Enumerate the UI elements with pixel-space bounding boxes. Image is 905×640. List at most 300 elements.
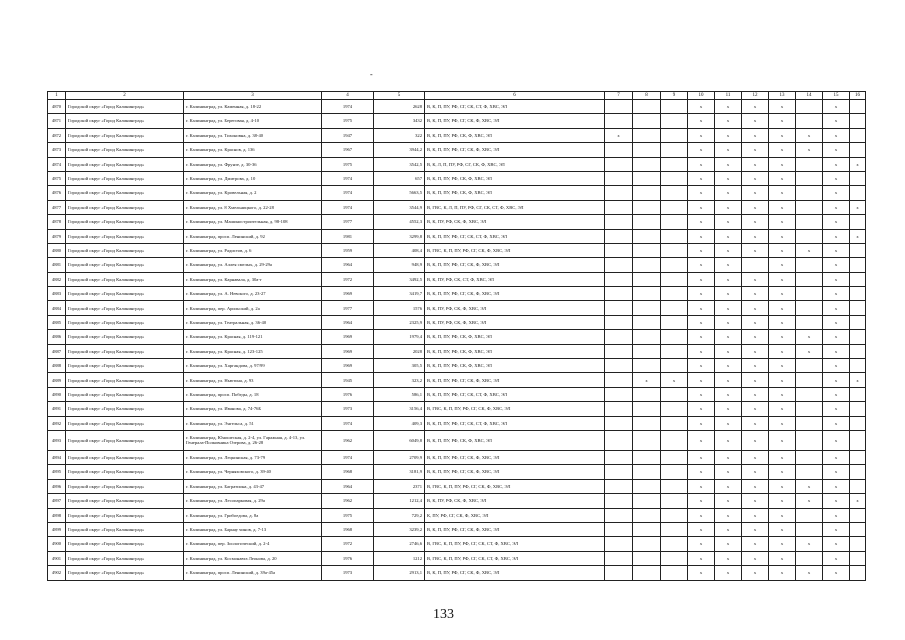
mark-cell — [605, 157, 633, 171]
district-cell: Городской округ «Город Калининград» — [66, 450, 184, 464]
year-cell: 1962 — [322, 430, 374, 450]
mark-cell: x — [850, 373, 866, 387]
mark-cell: x — [769, 258, 796, 272]
mark-cell: x — [688, 479, 715, 493]
table-row — [48, 450, 866, 464]
mark-cell — [796, 465, 823, 479]
mark-cell — [796, 522, 823, 536]
mark-cell: x — [823, 359, 850, 373]
mark-cell: x — [742, 229, 769, 243]
mark-cell — [605, 171, 633, 185]
address-cell: г. Калининград, ул. А. Невского, д. 23-27 — [184, 287, 322, 301]
mark-cell: x — [742, 114, 769, 128]
mark-cell — [796, 430, 823, 450]
mark-cell — [796, 258, 823, 272]
area-cell: 729,2 — [374, 508, 425, 522]
address-cell: г. Калининград, ул. Тихоновна, д. 38-40 — [184, 128, 322, 142]
mark-cell: x — [742, 186, 769, 200]
mark-cell: x — [742, 373, 769, 387]
table-row — [48, 200, 866, 214]
district-cell: Городской округ «Город Калининград» — [66, 200, 184, 214]
column-header: 14 — [796, 92, 823, 100]
mark-cell — [796, 171, 823, 185]
mark-cell: x — [742, 537, 769, 551]
mark-cell — [633, 143, 661, 157]
mark-cell — [661, 387, 688, 401]
mark-cell — [633, 186, 661, 200]
area-cell: 586,1 — [374, 387, 425, 401]
mark-cell: x — [823, 157, 850, 171]
area-cell: 2913,1 — [374, 566, 425, 580]
mark-cell: x — [769, 157, 796, 171]
mark-cell — [850, 402, 866, 416]
year-cell: 1976 — [322, 551, 374, 565]
mark-cell: x — [742, 171, 769, 185]
address-cell: г. Калининград, просп. Ленинский, д. 92 — [184, 229, 322, 243]
mark-cell — [661, 359, 688, 373]
mark-cell — [633, 537, 661, 551]
row-number: 4870 — [48, 100, 66, 114]
row-number: 4872 — [48, 128, 66, 142]
district-cell: Городской округ «Город Калининград» — [66, 402, 184, 416]
mark-cell — [605, 272, 633, 286]
mark-cell — [633, 494, 661, 508]
address-cell: г. Калининград, ул. Харгандова, д. 97/99 — [184, 359, 322, 373]
mark-cell — [605, 465, 633, 479]
mark-cell: x — [823, 344, 850, 358]
area-cell: 2325,9 — [374, 315, 425, 329]
page-number: 133 — [433, 607, 454, 622]
table-row — [48, 494, 866, 508]
table-row — [48, 215, 866, 229]
works-cell: В, К, ПУ, РФ, СК, Ф, ХВС, ЭЛ — [425, 215, 605, 229]
mark-cell — [850, 522, 866, 536]
area-cell: 657 — [374, 171, 425, 185]
table-row — [48, 143, 866, 157]
mark-cell — [850, 301, 866, 315]
row-number: 4901 — [48, 551, 66, 565]
mark-cell: x — [715, 258, 742, 272]
year-cell: 1974 — [322, 171, 374, 185]
mark-cell — [633, 430, 661, 450]
mark-cell: x — [688, 537, 715, 551]
mark-cell — [661, 508, 688, 522]
mark-cell: x — [742, 272, 769, 286]
mark-cell: x — [688, 330, 715, 344]
table-row — [48, 522, 866, 536]
works-cell: В, К, П, ПУ, РФ, СГ, СК, Ф, ХВС, ЭЛ — [425, 465, 605, 479]
mark-cell: x — [769, 402, 796, 416]
address-cell: г. Калининград, ул. Энгельса, д. 51 — [184, 416, 322, 430]
row-number: 4877 — [48, 200, 66, 214]
mark-cell: x — [715, 494, 742, 508]
district-cell: Городской округ «Город Калининград» — [66, 143, 184, 157]
mark-cell — [605, 301, 633, 315]
row-number: 4881 — [48, 258, 66, 272]
mark-cell: x — [742, 287, 769, 301]
district-cell: Городской округ «Город Калининград» — [66, 465, 184, 479]
column-header: 12 — [742, 92, 769, 100]
area-cell: 1212,4 — [374, 494, 425, 508]
mark-cell: x — [715, 301, 742, 315]
mark-cell: x — [742, 551, 769, 565]
mark-cell — [850, 330, 866, 344]
area-cell: 3492,5 — [374, 272, 425, 286]
mark-cell — [661, 229, 688, 243]
mark-cell — [850, 143, 866, 157]
mark-cell — [661, 450, 688, 464]
mark-cell — [796, 100, 823, 114]
area-cell: 2628 — [374, 100, 425, 114]
area-cell: 2709,9 — [374, 450, 425, 464]
mark-cell: x — [823, 508, 850, 522]
mark-cell — [633, 479, 661, 493]
mark-cell: x — [769, 243, 796, 257]
column-header: 2 — [66, 92, 184, 100]
table-row — [48, 465, 866, 479]
table-row — [48, 566, 866, 580]
mark-cell — [633, 359, 661, 373]
mark-cell — [633, 508, 661, 522]
district-cell: Городской округ «Город Калининград» — [66, 359, 184, 373]
table-row — [48, 243, 866, 257]
district-cell: Городской округ «Город Калининград» — [66, 479, 184, 493]
mark-cell: x — [769, 479, 796, 493]
mark-cell — [633, 171, 661, 185]
address-cell: г. Калининград, Юношеская, д. 2-4, ул. Гаражная, д. 4-13, ул. Генерала-Полковника Озерова, д. 26-28 — [184, 430, 322, 450]
mark-cell: x — [715, 143, 742, 157]
mark-cell: x — [823, 243, 850, 257]
mark-cell: x — [742, 301, 769, 315]
table-row — [48, 258, 866, 272]
row-number: 4890 — [48, 387, 66, 401]
mark-cell: x — [769, 344, 796, 358]
mark-cell — [633, 114, 661, 128]
mark-cell — [850, 387, 866, 401]
mark-cell: x — [742, 430, 769, 450]
mark-cell — [661, 479, 688, 493]
district-cell: Городской округ «Город Калининград» — [66, 508, 184, 522]
column-header: 9 — [661, 92, 688, 100]
address-cell: г. Калининград, ул. Радистов, д. 6 — [184, 243, 322, 257]
mark-cell — [850, 186, 866, 200]
table-row — [48, 479, 866, 493]
mark-cell — [605, 402, 633, 416]
address-cell: г. Калининград, ул. Дмитрова, д. 10 — [184, 171, 322, 185]
mark-cell — [850, 479, 866, 493]
address-cell: г. Калининград, ул. 8 Хмельницкого, д. 22-28 — [184, 200, 322, 214]
address-cell: г. Калининград, ул. Краснов, д. 136 — [184, 143, 322, 157]
area-cell: 3542,5 — [374, 157, 425, 171]
mark-cell: x — [769, 522, 796, 536]
mark-cell — [633, 344, 661, 358]
mark-cell — [661, 551, 688, 565]
mark-cell: x — [688, 143, 715, 157]
district-cell: Городской округ «Город Калининград» — [66, 315, 184, 329]
mark-cell: x — [850, 200, 866, 214]
year-cell: 1968 — [322, 465, 374, 479]
works-cell: В, К, П, ПУ, РФ, СГ, СК, СТ, Ф, ХВС, ЭЛ — [425, 100, 605, 114]
mark-cell: x — [715, 566, 742, 580]
area-cell: 409,3 — [374, 416, 425, 430]
district-cell: Городской округ «Город Калининград» — [66, 128, 184, 142]
works-cell: В, К, ПУ, РФ, СК, Ф, ХВС, ЭЛ — [425, 315, 605, 329]
mark-cell: x — [715, 330, 742, 344]
year-cell: 1975 — [322, 508, 374, 522]
area-cell: 2746,6 — [374, 537, 425, 551]
mark-cell: x — [688, 387, 715, 401]
table-row — [48, 229, 866, 243]
row-number: 4891 — [48, 402, 66, 416]
mark-cell: x — [715, 157, 742, 171]
works-cell: В, К, П, ПУ, РФ, СГ, СК, Ф, ХВС, ЭЛ — [425, 114, 605, 128]
mark-cell — [796, 416, 823, 430]
works-cell: В, К, П, ПУ, РФ, СК, Ф, ХВС, ЭЛ — [425, 186, 605, 200]
mark-cell — [605, 315, 633, 329]
mark-cell — [605, 387, 633, 401]
stray-mark: - — [370, 70, 373, 79]
row-number: 4899 — [48, 522, 66, 536]
mark-cell — [633, 387, 661, 401]
mark-cell: x — [688, 344, 715, 358]
row-number: 4882 — [48, 272, 66, 286]
mark-cell — [633, 128, 661, 142]
mark-cell — [661, 157, 688, 171]
area-cell: 4552,3 — [374, 215, 425, 229]
mark-cell: x — [769, 465, 796, 479]
mark-cell: x — [769, 229, 796, 243]
table-row — [48, 100, 866, 114]
register-table — [47, 91, 866, 581]
mark-cell — [605, 287, 633, 301]
district-cell: Городской округ «Город Калининград» — [66, 157, 184, 171]
mark-cell: x — [850, 229, 866, 243]
mark-cell: x — [715, 551, 742, 565]
mark-cell — [633, 215, 661, 229]
mark-cell: x — [688, 315, 715, 329]
mark-cell — [850, 272, 866, 286]
works-cell: В, К, ПУ, РФ, СК, Ф, ХВС, ЭЛ — [425, 494, 605, 508]
mark-cell: x — [715, 287, 742, 301]
mark-cell: x — [823, 465, 850, 479]
row-number: 4873 — [48, 143, 66, 157]
year-cell: 1975 — [322, 114, 374, 128]
mark-cell — [605, 373, 633, 387]
mark-cell — [633, 450, 661, 464]
mark-cell — [796, 450, 823, 464]
mark-cell — [850, 465, 866, 479]
year-cell: 1973 — [322, 402, 374, 416]
mark-cell — [605, 551, 633, 565]
mark-cell: x — [769, 330, 796, 344]
mark-cell: x — [742, 402, 769, 416]
address-cell: г. Калининград, ул. Красная, д. 119-121 — [184, 330, 322, 344]
mark-cell — [796, 114, 823, 128]
mark-cell — [661, 522, 688, 536]
mark-cell: x — [769, 416, 796, 430]
area-cell: 3239,2 — [374, 522, 425, 536]
mark-cell — [796, 301, 823, 315]
area-cell: 6049,8 — [374, 430, 425, 450]
mark-cell: x — [688, 128, 715, 142]
mark-cell: x — [823, 551, 850, 565]
mark-cell — [850, 508, 866, 522]
row-number: 4892 — [48, 416, 66, 430]
area-cell: 3544,9 — [374, 200, 425, 214]
column-header: 1 — [48, 92, 66, 100]
area-cell: 3432 — [374, 114, 425, 128]
mark-cell — [605, 100, 633, 114]
mark-cell: x — [688, 229, 715, 243]
mark-cell — [796, 200, 823, 214]
mark-cell: x — [823, 373, 850, 387]
works-cell: В, К, П, ПУ, РФ, СГ, СК, Ф, ХВС, ЭЛ — [425, 373, 605, 387]
mark-cell: x — [688, 551, 715, 565]
mark-cell: x — [688, 402, 715, 416]
mark-cell: x — [796, 143, 823, 157]
mark-cell: x — [715, 522, 742, 536]
column-header: 10 — [688, 92, 715, 100]
mark-cell — [850, 215, 866, 229]
mark-cell: x — [742, 330, 769, 344]
mark-cell: x — [742, 215, 769, 229]
mark-cell — [605, 566, 633, 580]
year-cell: 1977 — [322, 215, 374, 229]
mark-cell — [661, 465, 688, 479]
works-cell: В, ГВС, К, П, ПУ, РФ, СГ, СК, Ф, ХВС, ЭЛ — [425, 243, 605, 257]
mark-cell: x — [823, 186, 850, 200]
mark-cell: x — [823, 522, 850, 536]
mark-cell — [605, 450, 633, 464]
works-cell: В, К, П, ПУ, РФ, СК, Ф, ХВС, ЭЛ — [425, 344, 605, 358]
works-cell: В, ГВС, К, П, ПУ, РФ, СГ, СК, Ф, ХВС, ЭЛ — [425, 402, 605, 416]
table-row — [48, 330, 866, 344]
works-cell: В, К, Л, П, ПУ, РФ, СГ, СК, Ф, ХВС, ЭЛ — [425, 157, 605, 171]
year-cell: 1974 — [322, 186, 374, 200]
district-cell: Городской округ «Город Калининград» — [66, 416, 184, 430]
table-row — [48, 508, 866, 522]
row-number: 4889 — [48, 373, 66, 387]
area-cell: 1576 — [374, 301, 425, 315]
mark-cell: x — [715, 186, 742, 200]
mark-cell: x — [688, 100, 715, 114]
mark-cell — [850, 551, 866, 565]
year-cell: 1981 — [322, 229, 374, 243]
mark-cell — [796, 373, 823, 387]
mark-cell — [850, 537, 866, 551]
row-number: 4871 — [48, 114, 66, 128]
year-cell: 1972 — [322, 537, 374, 551]
address-cell: г. Калининград, просп. Победы, д. 18 — [184, 387, 322, 401]
mark-cell — [661, 114, 688, 128]
mark-cell: x — [769, 551, 796, 565]
address-cell: г. Калининград, ул. Барнау чинов, д. 7-13 — [184, 522, 322, 536]
year-cell: 1967 — [322, 143, 374, 157]
mark-cell — [633, 100, 661, 114]
mark-cell: x — [688, 215, 715, 229]
mark-cell: x — [823, 258, 850, 272]
row-number: 4886 — [48, 330, 66, 344]
mark-cell: x — [742, 416, 769, 430]
mark-cell — [633, 522, 661, 536]
mark-cell: x — [769, 315, 796, 329]
mark-cell: x — [742, 359, 769, 373]
mark-cell: x — [769, 430, 796, 450]
mark-cell — [633, 229, 661, 243]
column-header: 15 — [823, 92, 850, 100]
area-cell: 3299,8 — [374, 229, 425, 243]
mark-cell — [661, 171, 688, 185]
mark-cell: x — [769, 143, 796, 157]
mark-cell — [605, 200, 633, 214]
area-cell: 3156,4 — [374, 402, 425, 416]
district-cell: Городской округ «Город Калининград» — [66, 215, 184, 229]
mark-cell — [661, 430, 688, 450]
works-cell: К, ПУ, РФ, СГ, СК, Ф, ХВС, ЭЛ — [425, 508, 605, 522]
works-cell: В, К, П, ПУ, РФ, СК, Ф, ХВС, ЭЛ — [425, 171, 605, 185]
mark-cell — [661, 200, 688, 214]
mark-cell — [633, 315, 661, 329]
mark-cell — [661, 537, 688, 551]
mark-cell: x — [769, 100, 796, 114]
mark-cell: x — [715, 114, 742, 128]
address-cell: г. Калининград, пер. Зоологический, д. 2-4 — [184, 537, 322, 551]
mark-cell: x — [796, 479, 823, 493]
mark-cell — [850, 258, 866, 272]
address-cell: г. Калининград, ул. Лецкинская, д. 73-79 — [184, 450, 322, 464]
mark-cell: x — [688, 430, 715, 450]
mark-cell: x — [715, 100, 742, 114]
address-cell: г. Калининград, просп. Ленинский, д. 39а-45а — [184, 566, 322, 580]
mark-cell: x — [823, 128, 850, 142]
year-cell: 1964 — [322, 258, 374, 272]
mark-cell: x — [742, 157, 769, 171]
mark-cell — [850, 566, 866, 580]
area-cell: 5663,5 — [374, 186, 425, 200]
address-cell: г. Калининград, ул. Береговая, д. 4-10 — [184, 114, 322, 128]
works-cell: В, К, П, ПУ, РФ, СГ, СК, СТ, Ф, ХВС, ЭЛ — [425, 387, 605, 401]
works-cell: В, К, П, ПУ, РФ, СГ, СК, Ф, ХВС, ЭЛ — [425, 258, 605, 272]
mark-cell: x — [688, 508, 715, 522]
mark-cell: x — [715, 215, 742, 229]
mark-cell — [605, 416, 633, 430]
mark-cell: x — [850, 494, 866, 508]
mark-cell: x — [688, 287, 715, 301]
mark-cell — [850, 171, 866, 185]
row-number: 4880 — [48, 243, 66, 257]
mark-cell: x — [823, 479, 850, 493]
address-cell: г. Калининград, ул. Красная, д. 123-125 — [184, 344, 322, 358]
mark-cell: x — [715, 171, 742, 185]
address-cell: г. Калининград, ул. Иванова, д. 74-76Б — [184, 402, 322, 416]
table-row — [48, 272, 866, 286]
district-cell: Городской округ «Город Калининград» — [66, 258, 184, 272]
mark-cell: x — [823, 215, 850, 229]
works-cell: В, К, П, ПУ, РФ, СК, Ф, ХВС, ЭЛ — [425, 359, 605, 373]
mark-cell — [796, 229, 823, 243]
mark-cell: x — [688, 450, 715, 464]
mark-cell: x — [688, 157, 715, 171]
district-cell: Городской округ «Город Калининград» — [66, 387, 184, 401]
mark-cell — [661, 100, 688, 114]
district-cell: Городской округ «Город Калининград» — [66, 100, 184, 114]
mark-cell: x — [769, 301, 796, 315]
address-cell: г. Калининград, пер. Арильский, д. 2а — [184, 301, 322, 315]
mark-cell — [661, 402, 688, 416]
table-row — [48, 171, 866, 185]
mark-cell: x — [742, 143, 769, 157]
mark-cell — [633, 157, 661, 171]
